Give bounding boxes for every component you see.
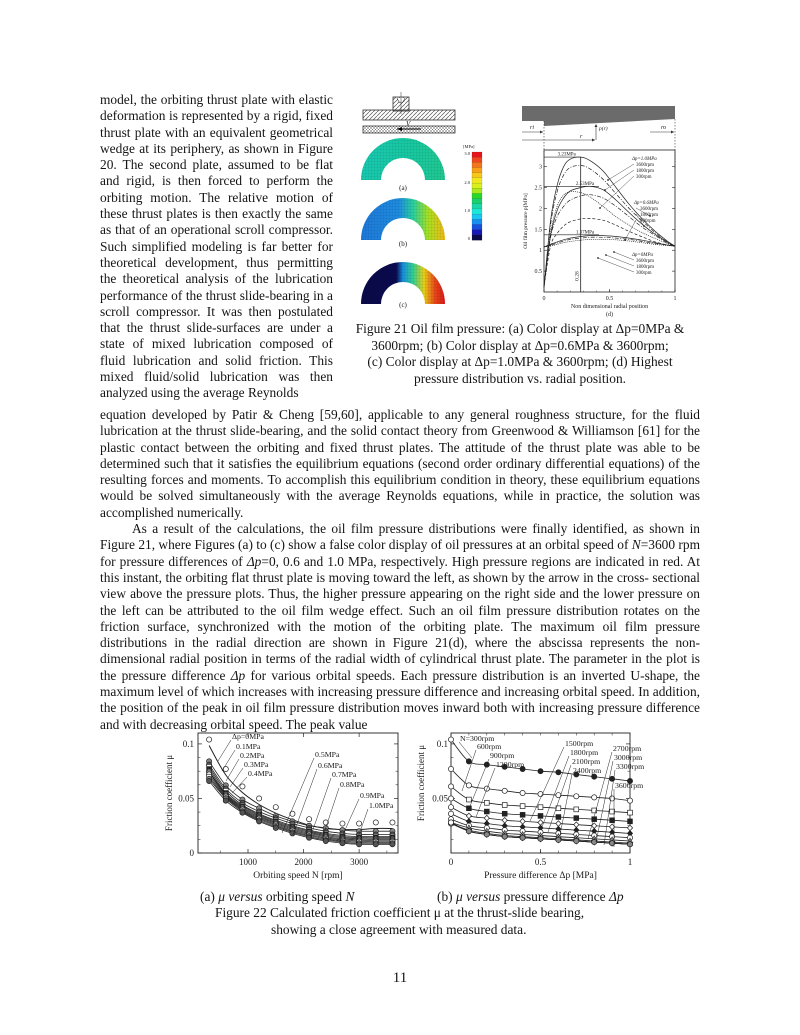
series-label: 0.4MPa [248, 769, 273, 778]
math-var: N [345, 889, 355, 904]
pressure-colorbar [463, 144, 482, 241]
text-span: orbiting speed [262, 889, 346, 904]
data-point [448, 766, 453, 771]
colorbar-swatch [472, 235, 482, 240]
figure-22b-chart [410, 725, 650, 885]
figure-22b-subcaption [437, 889, 667, 906]
data-point [502, 834, 507, 839]
series-label: 3000rpm [614, 753, 643, 762]
y-tick-label: 0 [189, 848, 194, 858]
data-point [484, 832, 489, 837]
series-label: 0.8MPa [340, 780, 365, 789]
data-point [574, 816, 579, 821]
colorbar-swatch [472, 224, 482, 229]
chart-title: (d) [606, 312, 613, 318]
body-paragraph-2 [100, 521, 700, 733]
leader-arrowhead [607, 179, 609, 181]
series-label: 2700rpm [613, 744, 642, 753]
colorbar-swatch [472, 199, 482, 204]
series-label: 2400rpm [573, 766, 602, 775]
colorbar-swatch [472, 188, 482, 193]
data-point [357, 842, 362, 847]
figure-21-color-displays [353, 92, 513, 317]
series-line [544, 165, 675, 287]
pr-label: p(r) [599, 126, 608, 132]
caption-line: 3600rpm; (b) Color display at Δp=0.6MPa & 3600rpm; [371, 337, 669, 353]
data-point [390, 820, 395, 825]
x-tick-label: 1000 [239, 857, 257, 867]
data-point [520, 812, 525, 817]
data-point [373, 820, 378, 825]
panel-label-c: (c) [399, 301, 407, 309]
y-tick-label: 2 [539, 206, 542, 213]
panel-label-b: (b) [398, 240, 408, 248]
group-speed-label: 300rpm [636, 271, 652, 276]
math-var: Δp [230, 667, 246, 683]
data-point [574, 838, 579, 843]
y-tick-label: 0.1 [182, 738, 194, 749]
leader-arrowhead [613, 251, 615, 253]
text-span: versus [466, 889, 501, 904]
data-point [556, 821, 561, 827]
data-point [340, 821, 345, 826]
data-point [323, 838, 328, 843]
group-label: Δp=0MPa [632, 253, 654, 258]
data-point [520, 790, 525, 795]
y-tick-label: 0.05 [432, 793, 448, 804]
data-point [556, 815, 561, 820]
peak-label: 3.23MPa [557, 152, 576, 158]
figure-21-caption [350, 321, 690, 387]
y-axis-label: Friction coefficient μ [416, 744, 426, 822]
leader-line [560, 774, 572, 835]
data-point [520, 819, 525, 825]
data-point [592, 817, 597, 822]
body-paragraph-1: equation developed by Patir & Cheng [59,60], applicable to any general roughness structure, for the fluid lubrication at the thrust slide-bearing, and the solid contact theory from Greenwood & Williamson [61] for the plastic contact between the orbiting and fixed thrust plates. The attitude of the thrust plate was able to be determined such that it satisfies the equilibrium equations (second order ordinary differential equations) of the resulting forces and moments. To accomplish this equilibrium condition in theory, these equilibrium equations would be solved simultaneously with the average Reynolds equations, while in practice, the solution was accomplished numerically. [100, 407, 700, 520]
leader-line [598, 258, 634, 272]
data-point [223, 798, 228, 803]
leader-line [322, 788, 339, 839]
pressure-display-b [361, 198, 445, 248]
group-speed-label: 3600rpm [636, 163, 655, 168]
ri-label: ri [530, 125, 535, 131]
x-tick-label: 0 [542, 296, 546, 302]
velocity-label: V [406, 120, 411, 128]
data-point [574, 822, 579, 828]
data-point [484, 815, 489, 821]
data-point [574, 807, 579, 812]
text-span: versus [228, 889, 263, 904]
peak-label: 1.37MPa [575, 230, 595, 236]
series-label: 0.9MPa [360, 791, 385, 800]
data-point [538, 769, 543, 774]
data-point [538, 820, 543, 826]
x-tick-label: 1 [627, 857, 633, 867]
r-label: r [580, 134, 583, 140]
group-speed-label: 300rpm [640, 219, 656, 224]
data-point [448, 784, 453, 789]
data-point [592, 839, 597, 844]
x-axis-label: Orbiting speed N [rpm] [253, 871, 343, 881]
data-point [466, 813, 471, 819]
caption-line: showing a close agreement with measured data. [271, 921, 527, 937]
series-label: 2100rpm [572, 757, 601, 766]
data-point [628, 810, 633, 815]
series-label: 0.6MPa [318, 761, 343, 770]
data-point [520, 804, 525, 809]
group-speed-label: 3600rpm [640, 207, 659, 212]
leader-arrowhead [643, 225, 645, 227]
y-tick-label: 0.5 [534, 269, 542, 276]
series-label: 900rpm [490, 751, 515, 760]
y-tick-label: 3 [539, 164, 542, 171]
math-var: μ [455, 889, 463, 904]
data-point [307, 817, 312, 822]
peak-label: 2.53MPa [575, 181, 595, 187]
series-label: 1200rpm [496, 760, 525, 769]
series-label: 0.5MPa [315, 750, 340, 759]
y-tick-label: 1.5 [534, 227, 542, 234]
data-point [538, 814, 543, 819]
x-tick-label: 2000 [294, 857, 313, 867]
data-point [240, 784, 245, 789]
data-point [357, 821, 362, 826]
y-tick-label: 0.1 [436, 738, 448, 749]
leader-arrowhead [597, 257, 599, 259]
leader-line [608, 164, 634, 180]
y-tick-label: 0.05 [178, 793, 194, 804]
leader-line [218, 740, 231, 761]
colorbar-swatch [472, 168, 482, 173]
leader-line [222, 750, 235, 771]
data-point [466, 783, 471, 788]
colorbar-unit: [MPa] [463, 144, 475, 149]
colorbar-swatch [472, 173, 482, 178]
series-label: 0.1MPa [236, 742, 261, 751]
data-point [466, 829, 471, 834]
y-axis-label: Friction coefficient μ [164, 754, 174, 832]
left-column-paragraph: model, the orbiting thrust plate with elastic deformation is represented by a rigid, fixed thrust plate with an equivalent geometrical wedge at its periphery, as shown in Figure 20. The second plate, assumed to be flat and rigid, is then forced to perform the orbiting motion. The relative motion of these thrust plates is then exactly the same as that of an operational scroll compressor. Such simplified modeling is far better for theoretical development, thus permitting the theoretical analysis of the lubrication performance of the thrust slide-bearing in a scroll compressor. It was then postulated that the thrust slide-surfaces are under a state of mixed lubrication composed of fluid lubrication and solid friction. This mixed fluid/solid lubrication was then analyzed using the average Reynolds [100, 92, 333, 401]
data-point [556, 837, 561, 842]
series-label: 3600rpm [615, 781, 644, 790]
data-point [502, 811, 507, 816]
data-point [502, 803, 507, 808]
x-axis-label: Non dimensional radial position [570, 304, 649, 310]
ro-label: ro [661, 125, 667, 131]
colorbar-swatch [472, 219, 482, 224]
cross-section-diagram [363, 92, 455, 133]
data-point [466, 759, 471, 764]
series-label: 600rpm [477, 742, 502, 751]
data-point [538, 836, 543, 841]
colorbar-swatch [472, 214, 482, 219]
series-label: 0.7MPa [332, 770, 357, 779]
vline-label: 0.28 [574, 271, 581, 281]
series-label: 1.0MPa [369, 801, 394, 810]
data-point [484, 809, 489, 814]
text-span: (b) [437, 889, 456, 904]
figure-22a-subcaption [200, 889, 390, 906]
data-point [223, 766, 228, 771]
data-point [467, 797, 472, 802]
x-tick-label: 0 [448, 857, 454, 867]
leader-line [459, 742, 472, 758]
leader-line [614, 252, 634, 260]
data-point [538, 805, 543, 810]
data-point [448, 820, 453, 825]
colorbar-swatch [472, 178, 482, 183]
data-point [390, 842, 395, 847]
x-tick-label: 3000 [350, 857, 369, 867]
y-tick-label: 2.5 [534, 185, 542, 192]
leader-arrowhead [624, 239, 626, 241]
fig21d-plot-area [522, 150, 677, 318]
data-point [448, 737, 453, 742]
data-point [574, 794, 579, 799]
pressure-display-c [361, 262, 445, 309]
data-point [448, 796, 453, 801]
series-label: 3300rpm [616, 762, 645, 771]
leader-line [542, 756, 569, 827]
data-point [373, 842, 378, 847]
math-var: μ [218, 889, 225, 904]
group-label: Δp=0.6MPa [634, 201, 659, 206]
series-label: 0.3MPa [244, 760, 269, 769]
colorbar-swatch [472, 157, 482, 162]
series-label: 1800rpm [570, 748, 599, 757]
series-label: N=300rpm [460, 734, 495, 743]
caption-line: (c) Color display at Δp=1.0MPa & 3600rpm; (d) Highest [367, 354, 673, 369]
math-var: N [631, 537, 641, 553]
data-point [627, 798, 632, 803]
figure-21d-chart [510, 92, 685, 320]
colorbar-tick: 3.0 [464, 151, 470, 156]
series-label: 0.2MPa [240, 751, 265, 760]
x-tick-label: 0.5 [605, 296, 614, 302]
data-point [520, 835, 525, 840]
text-span: pressure difference [500, 889, 609, 904]
leader-line [606, 255, 634, 266]
text-span: (a) [200, 889, 219, 904]
data-point [484, 800, 489, 805]
leader-arrowhead [604, 189, 606, 191]
series-line [544, 218, 675, 285]
data-point [207, 737, 212, 742]
data-point [448, 811, 453, 816]
series-label: 1500rpm [565, 739, 594, 748]
data-point [627, 842, 632, 847]
colorbar-swatch [472, 152, 482, 157]
series-line [544, 236, 675, 247]
series-line [544, 239, 675, 247]
colorbar-tick: 0 [467, 236, 470, 241]
group-speed-label: 3600rpm [636, 259, 655, 264]
body-text [100, 407, 700, 733]
data-point [628, 819, 633, 824]
colorbar-swatch [472, 183, 482, 188]
colorbar-swatch [472, 162, 482, 167]
x-tick-label: 1 [673, 296, 677, 302]
page-number: 11 [392, 970, 408, 986]
colorbar-tick: 2.0 [464, 180, 470, 185]
group-speed-label: 300rpm [636, 175, 652, 180]
group-speed-label: 1800rpm [640, 213, 659, 218]
series-label: Δp=0MPa [232, 732, 264, 741]
colorbar-tick: 1.0 [464, 208, 470, 213]
data-point [502, 817, 507, 823]
x-axis-label: Pressure difference Δp [MPa] [484, 871, 597, 881]
colorbar-swatch [472, 193, 482, 198]
y-axis-label: Oil film pressure p[MPa] [523, 193, 529, 249]
colorbar-swatch [472, 209, 482, 214]
text-span: for various orbital speeds. Each pressure distribution is an inverted U-shape, the maximum level of which increases with increasing pressure difference and increasing orbital speed. In addition, the position of the peak in oil film pressure distribution moves inward both with increasing pressure difference and with decreasing orbital speed. The peak value [100, 667, 700, 732]
data-point [502, 788, 507, 793]
data-point [240, 810, 245, 815]
math-var: Δp [246, 553, 262, 569]
colorbar-swatch [472, 204, 482, 209]
pressure-display-a [361, 138, 445, 192]
data-point [257, 796, 262, 801]
data-point [207, 778, 212, 783]
left-column-text [100, 92, 333, 402]
leader-arrowhead [599, 207, 601, 209]
group-speed-label: 1800rpm [636, 169, 655, 174]
text-span: =3600 rpm for pressure differences of [100, 537, 700, 569]
y-tick-label: 1 [539, 248, 542, 255]
figure-22-caption [215, 905, 615, 938]
caption-line: Figure 21 Oil film pressure: (a) Color display at Δp=0MPa & [355, 321, 685, 336]
math-var: Δp [608, 889, 624, 904]
data-point [273, 805, 278, 810]
data-point [592, 795, 597, 800]
leader-line [600, 176, 634, 208]
data-point [556, 770, 561, 775]
text-span: =0, 0.6 and 1.0 MPa, respectively. High pressure regions are indicated in red. At this instant, the orbiting flat thrust plate is moving toward the left, as shown by the arrow in the cross- sectional view above the pressure plots. Thus, the higher pressure appearing on the right side and the lower pressure on the left can be attributed to the oil film wedge effect. Such an oil film pressure distribution rotates on the friction surface, synchronized with the motion of the orbiting plate. The maximum oil film pressure distributions in the radial direction are shown in Figure 21(d), where the abscissa represents the non-dimensional radial position in terms of the radial width of cylindrical thrust plate. The parameter in the plot is the pressure difference [100, 553, 701, 683]
data-point [340, 841, 345, 846]
figure-22a-chart [160, 725, 410, 885]
caption-line: pressure distribution vs. radial position. [414, 370, 626, 386]
data-point [290, 811, 295, 816]
group-speed-label: 1800rpm [636, 265, 655, 270]
leader-arrowhead [605, 254, 607, 256]
text-span: As a result of the calculations, the oil film pressure distributions were finally identified, as shown in Figure 21, where Figures (a) to (c) show a false color display of oil pressures at an orbital speed of [100, 521, 700, 553]
x-tick-label: 0.5 [534, 857, 547, 867]
panel-label-a: (a) [399, 184, 407, 192]
data-point [448, 805, 453, 810]
group-label: Δp=1.0MPa [632, 157, 657, 162]
data-point [273, 825, 278, 830]
colorbar-swatch [472, 230, 482, 235]
caption-line: Figure 22 Calculated friction coefficient μ at the thrust-slide bearing, [215, 905, 585, 920]
data-point [257, 819, 262, 824]
